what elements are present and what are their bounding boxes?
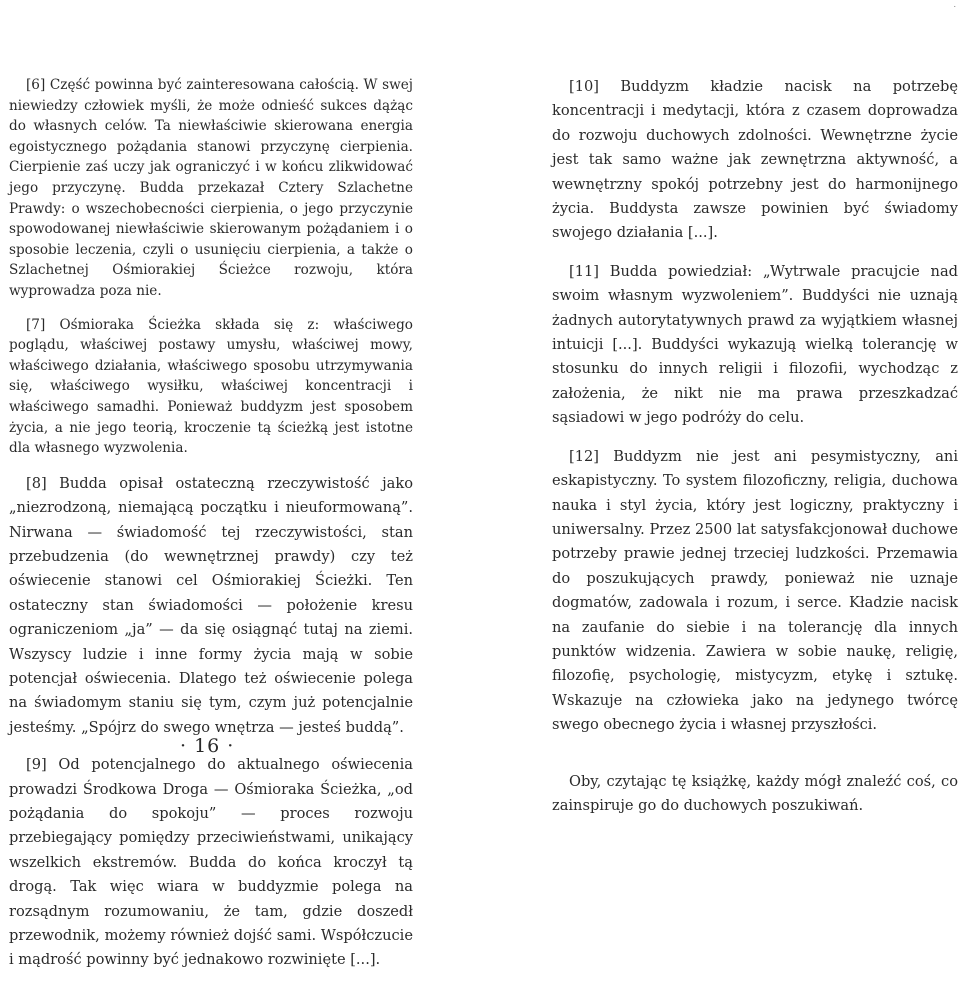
paragraph-9: [9] Od potencjalnego do aktualnego oświecenia prowadzi Środkowa Droga — Ośmioraka Ścieżka, „od pożądania do spokoju” — proces rozwoju przebiegający pomiędzy przeciwieństwami, unikający wszelkich ekstremów. Budda do końca kroczył tą drogą. Tak więc wiara w buddyzmie polega na rozsądnym rozumowaniu, że tam, gdzie doszedł przewodnik, możemy również dojść sami. Współczucie i mądrość powinny być jednakowo rozwinięte [...]. (9, 756, 413, 969)
left-column (9, 75, 413, 986)
page-number: · 16 · (180, 735, 235, 757)
paragraph-7: [7] Ośmioraka Ścieżka składa się z: właściwego poglądu, właściwej postawy umysłu, właściwej mowy, właściwego działania, właściwego sposobu utrzymywania się, właściwego wysiłku, właściwej koncentracji i właściwego samadhi. Ponieważ buddyzm jest sposobem życia, a nie jego teorią, kroczenie tą ścieżką jest istotne dla własnego wyzwolenia. (9, 316, 413, 457)
corner-mark: . (953, 0, 956, 9)
paragraph-12: [12] Buddyzm nie jest ani pesymistyczny, ani eskapistyczny. To system filozoficzny, religia, duchowa nauka i styl życia, który jest logiczny, praktyczny i uniwersalny. Przez 2500 lat satysfakcjonował duchowe potrzeby prawie jednej trzeciej ludzkości. Przemawia do poszukujących prawdy, ponieważ nie uznaje dogmatów, zadowala i rozum, i serce. Kładzie nacisk na zaufanie do siebie i na tolerancję dla innych punktów widzenia. Zawiera w sobie naukę, religię, filozofię, psychologię, mistycyzm, etykę i sztukę. Wskazuje na człowieka jako na jedynego twórcę swego obecnego życia i własnej przyszłości. (552, 447, 958, 734)
paragraph-10: [10] Buddyzm kładzie nacisk na potrzebę koncentracji i medytacji, która z czasem doprowadza do rozwoju duchowych zdolności. Wewnętrzne życie jest tak samo ważne jak zewnętrzna aktywność, a wewnętrzny spokój potrzebny jest do harmonijnego życia. Buddysta zawsze powinien być świadomy swojego działania [...]. (552, 78, 958, 242)
right-column (552, 75, 958, 832)
paragraph-11: [11] Budda powiedział: „Wytrwale pracujcie nad swoim własnym wyzwoleniem”. Buddyści nie uznają żadnych autorytatywnych prawd za wyjątkiem własnej intuicji [...]. Buddyści wykazują wielką tolerancję w stosunku do innych religii i filozofii, wychodząc z założenia, że nikt nie ma prawa przeszkadzać sąsiadowi w jego podróży do celu. (552, 262, 958, 427)
paragraph-8: [8] Budda opisał ostateczną rzeczywistość jako „niezrodzoną, niemającą początku i nieuformowaną”. Nirwana — świadomość tej rzeczywistości, stan przebudzenia (do wewnętrznej prawdy) czy też oświecenie stanowi cel Ośmiorakiej Ścieżki. Ten ostateczny stan świadomości — położenie kresu ograniczeniom „ja” — da się osiągnąć tutaj na ziemi. Wszyscy ludzie i inne formy życia mają w sobie potencjał oświecenia. Dlatego też oświecenie polega na świadomym staniu się tym, czym już potencjalnie jesteśmy. „Spójrz do swego wnętrza — jesteś buddą”. (9, 474, 413, 736)
paragraph-6: [6] Część powinna być zainteresowana całością. W swej niewiedzy człowiek myśli, że może odnieść sukces dążąc do własnych celów. Ta niewłaściwie skierowana energia egoistycznego pożądania stanowi przyczynę cierpienia. Cierpienie zaś uczy jak ograniczyć i w końcu zlikwidować jego przyczynę. Budda przekazał Cztery Szlachetne Prawdy: o wszechobecności cierpienia, o jego przyczynie spowodowanej niewłaściwie skierowanym pożądaniem i o sposobie leczenia, czyli o usunięciu cierpienia, a także o Szlachetnej Ośmiorakiej Ścieżce rozwoju, która wyprowadza poza nie. (9, 77, 413, 299)
closing-paragraph: Oby, czytając tę książkę, każdy mógł znaleźć coś, co zainspiruje go do duchowych poszukiwań. (552, 772, 958, 814)
